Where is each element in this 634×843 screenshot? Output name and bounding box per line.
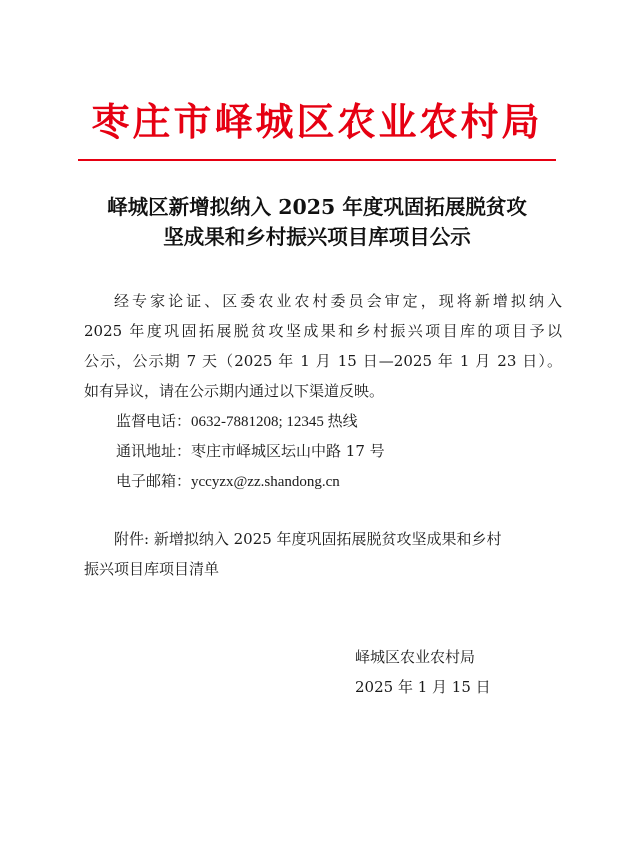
attachment-line-1: 附件: 新增拟纳入 2025 年度巩固拓展脱贫攻坚成果和乡村 (114, 530, 502, 548)
phone-value: 0632-7881208; 12345 热线 (191, 414, 358, 430)
address-line (116, 436, 385, 466)
phone-line (116, 406, 358, 437)
address-value: 枣庄市峄城区坛山中路 17 号 (191, 442, 385, 460)
title-line-2: 坚成果和乡村振兴项目库项目公示 (163, 225, 471, 249)
phone-label: 监督电话： (116, 412, 192, 430)
title-line-1: 峄城区新增拟纳入 2025 年度巩固拓展脱贫攻 (107, 195, 527, 219)
email-line (116, 466, 340, 497)
document-title (60, 192, 574, 252)
signature-org: 峄城区农业农村局 (355, 648, 476, 666)
paragraph-line: 2025 年度巩固拓展脱贫攻坚成果和乡村振兴项目库的项目予以 (84, 322, 562, 340)
paragraph-line: 公示，公示期 7 天（2025 年 1 月 15 日—2025 年 1 月 23 日）。 (84, 352, 562, 370)
agency-masthead: 枣庄市峄城区农业农村局 (91, 99, 543, 144)
signature-block (355, 642, 491, 702)
address-label: 通讯地址： (116, 442, 192, 460)
attachment-line-2: 振兴项目库项目清单 (84, 560, 220, 578)
masthead-red-rule (78, 159, 556, 161)
email-value: yccyzx@zz.shandong.cn (191, 474, 340, 490)
signature-date: 2025 年 1 月 15 日 (355, 678, 491, 696)
body-paragraph (84, 286, 562, 406)
paragraph-line: 经专家论证、区委农业农村委员会审定，现将新增拟纳入 (114, 292, 562, 310)
paragraph-line: 如有异议，请在公示期内通过以下渠道反映。 (84, 382, 385, 400)
email-label: 电子邮箱： (116, 472, 192, 490)
attachment-note (84, 524, 562, 584)
